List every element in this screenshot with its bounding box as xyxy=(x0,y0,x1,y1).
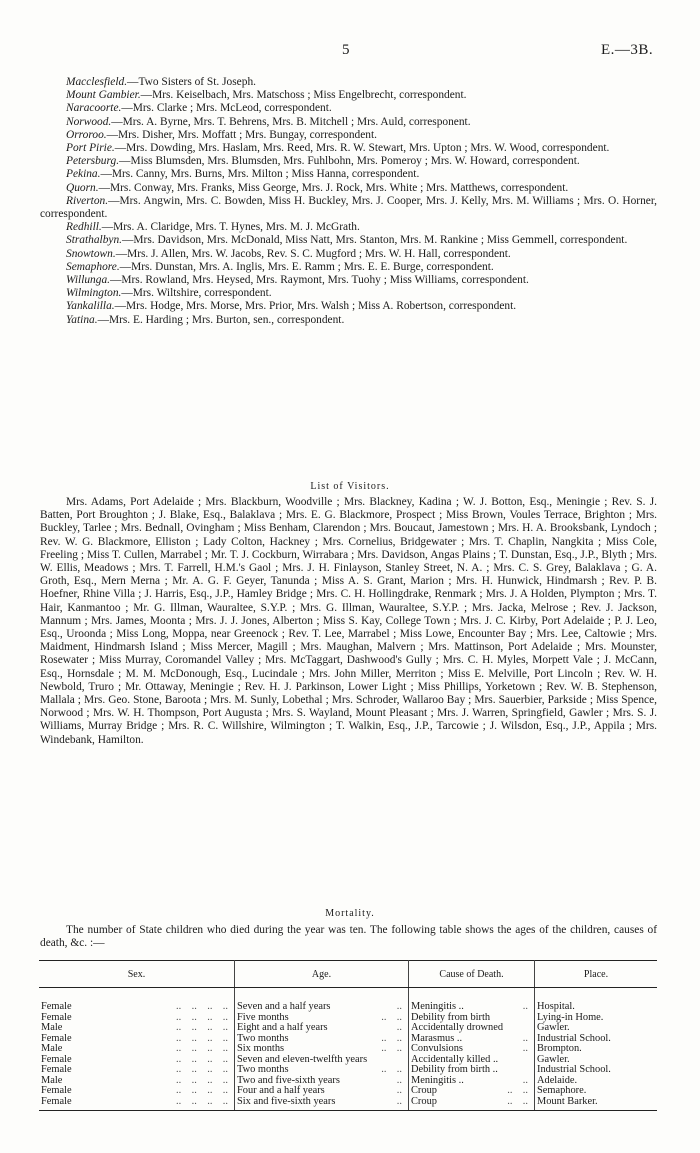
place-name: Port Pirie. xyxy=(66,142,115,155)
place-name: Orroroo. xyxy=(66,128,107,141)
place-name: Wilmington. xyxy=(66,287,122,300)
correspondents-list xyxy=(40,76,657,327)
cell-age: Two months .. .. xyxy=(235,1065,409,1076)
cell-cause: Marasmus .. .. xyxy=(409,1034,535,1045)
cell-place: Gawler. xyxy=(537,1053,570,1065)
entry-text: —Mrs. Clarke ; Mrs. McLeod, correspondent. xyxy=(121,102,332,115)
visitors-list xyxy=(40,496,657,747)
cell-place: Adelaide. xyxy=(537,1074,578,1086)
place-name: Pekina. xyxy=(66,168,101,181)
cell-place: Semaphore. xyxy=(537,1085,587,1096)
cell-age: Four and a half years .. xyxy=(235,1086,409,1097)
place-name: Semaphore. xyxy=(66,260,120,273)
table-row xyxy=(39,1023,657,1034)
page-header xyxy=(0,42,700,62)
cell-age: Seven and a half years .. xyxy=(235,988,409,1013)
place-name: Mount Gambier. xyxy=(66,89,141,102)
cell-place: Industrial School. xyxy=(537,1064,611,1075)
cell-age: Six months .. .. xyxy=(235,1044,409,1055)
correspondent-entry xyxy=(40,287,657,300)
mortality-intro xyxy=(40,924,657,950)
correspondent-entry xyxy=(40,221,657,234)
entry-text: —Mrs. Rowland, Mrs. Heysed, Mrs. Raymont, Mrs. Tuohy ; Miss Williams, correspondent. xyxy=(109,274,529,287)
table-row xyxy=(39,1044,657,1055)
visitors-paragraph: Mrs. Adams, Port Adelaide ; Mrs. Blackburn, Woodville ; Mrs. Blackney, Kadina ; W. J. Botton, Esq., Meningie ; Rev. S. J. Batten, Port Broughton ; J. Blake, Esq., Balaklava ; Mrs. E. G. Blackmore, Prospect ; Miss Brown, Voules Terrace, Brighton ; Mrs. Buckley, Tarlee ; Mrs. Bednall, Ovingham ; Miss Benham, Clarendon ; Mrs. Boucaut, Jamestown ; Mrs. H. A. Brooksbank, Lyndoch ; Rev. W. G. Blackmore, Elliston ; Lady Colton, Hackney ; Mrs. Cornelius, Bridgewater ; Mrs. T. Chaplin, Nangkita ; Miss Cole, Freeling ; Miss T. Cullen, Marrabel ; Mr. T. J. Cockburn, Wirrabara ; Mrs. Davidson, Angas Plains ; T. Dunstan, Esq., J.P., Blyth ; Mrs. W. Ellis, Meadows ; Mrs. T. Farrell, H.M.'s Gaol ; Mrs. J. H. Finlayson, Stanley Street, N. A. ; Mrs. C. S. Grey, Balaklava ; G. A. Groth, Esq., Mern Merna ; Mr. A. G. F. Geyer, Tanunda ; Miss A. S. Grant, Marion ; Mrs. H. Hunwick, Hindmarsh ; Rev. P. B. Hoefner, Rhine Villa ; J. Harris, Esq., J.P., Hamley Bridge ; Mrs. C. H. Hollingdrake, Renmark ; Mrs. J. A Holden, Plympton ; Mrs. T. Hair, Kanmantoo ; Mr. G. Illman, Wauraltee, S.Y.P. ; Mrs. G. Illman, Wauraltee, S.Y.P. ; Mrs. Jacka, Melrose ; Rev. J. Jackson, Mannum ; Mrs. James, Moonta ; Mrs. J. J. Jones, Alberton ; Miss S. Kay, College Town ; Mrs. J. C. Kirby, Port Adelaide ; P. J. Leo, Esq., Uroonda ; Miss Long, Moppa, near Greenock ; Rev. T. Lee, Marrabel ; Miss Lowe, Encounter Bay ; Mrs. Lee, Caltowie ; Mrs. Maidment, Hindmarsh Island ; Miss Mercer, Magill ; Mrs. Maughan, Malvern ; Mrs. Mattinson, Port Adelaide ; Mrs. Mounster, Rosewater ; Miss Murray, Coromandel Valley ; Mrs. McTaggart, Dashwood's Gully ; Mrs. C. H. Myles, Morpett Vale ; J. McCann, Esq., Hornsdale ; M. M. McDonough, Esq., Lucindale ; Mrs. John Miller, Merriton ; Miss E. Melville, Port Lincoln ; Rev. W. H. Newbold, Truro ; Mr. Ottaway, Meningie ; Rev. H. J. Parkinson, Lower Light ; Miss Phillips, Yorketown ; Rev. W. B. Stephenson, Mallala ; Mrs. Geo. Stone, Baroota ; Mrs. M. Sunly, Lobethal ; Mrs. Schroder, Wallaroo Bay ; Mrs. Sauerbier, Parkside ; Miss Spence, Norwood ; Mrs. W. H. Thompson, Port Augusta ; Mrs. S. Wayland, Mount Pleasant ; Mrs. J. Warren, Springfield, Gawler ; Mrs. S. J. Williams, Murray Bridge ; Mrs. R. C. Willshire, Wilmington ; T. Walkin, Esq., J.P., Tarcowie ; J. Wilsdon, Esq., J.P., Appila ; Mrs. Windebank, Hamilton. xyxy=(40,496,657,746)
cell-age: Two months .. .. xyxy=(235,1034,409,1045)
cell-cause: Meningitis .. .. xyxy=(409,1076,535,1087)
correspondent-entry xyxy=(40,300,657,313)
place-name: Snowtown. xyxy=(66,247,116,260)
entry-text: —Mrs. Angwin, Mrs. C. Bowden, Miss H. Buckley, Mrs. J. Cooper, Mrs. J. Kelly, Mrs. M. Williams ; Mrs. O. Horner, correspondent. xyxy=(40,194,657,221)
mortality-heading: Mortality. xyxy=(325,908,375,919)
entry-text: —Mrs. Wiltshire, correspondent. xyxy=(121,287,272,300)
place-name: Riverton. xyxy=(66,194,109,207)
place-name: Strathalbyn. xyxy=(66,234,123,247)
entry-text: —Mrs. Disher, Mrs. Moffatt ; Mrs. Bungay, correspondent. xyxy=(106,128,377,141)
entry-text: —Mrs. Keiselbach, Mrs. Matschoss ; Miss Engelbrecht, correspondent. xyxy=(140,89,467,102)
cell-place: Lying-in Home. xyxy=(537,1011,604,1023)
column-header-place: Place. xyxy=(535,961,658,988)
cell-cause: Meningitis .. .. xyxy=(409,988,535,1013)
entry-text: —Two Sisters of St. Joseph. xyxy=(127,76,256,88)
page-number: 5 xyxy=(342,42,350,58)
cell-cause: Convulsions .. xyxy=(409,1044,535,1055)
cell-place: Hospital. xyxy=(537,1001,575,1012)
correspondent-entry xyxy=(40,261,657,274)
cell-sex: Female .. .. .. .. xyxy=(39,1013,235,1024)
place-name: Quorn. xyxy=(66,181,99,194)
visitors-heading: List of Visitors. xyxy=(310,481,390,492)
table-row xyxy=(39,1097,657,1111)
cell-age: Seven and eleven-twelfth years xyxy=(235,1055,409,1066)
place-name: Willunga. xyxy=(66,274,110,287)
place-name: Petersburg. xyxy=(66,155,120,168)
cell-sex: Male .. .. .. .. xyxy=(39,1076,235,1087)
correspondent-entry xyxy=(40,248,657,261)
place-name: Yatina. xyxy=(66,313,98,326)
cell-cause: Debility from birth xyxy=(409,1013,535,1024)
entry-text: —Mrs. Hodge, Mrs. Morse, Mrs. Prior, Mrs. Walsh ; Miss A. Robertson, correspondent. xyxy=(114,300,517,313)
column-header-age: Age. xyxy=(235,961,409,988)
entry-text: —Mrs. A. Byrne, Mrs. T. Behrens, Mrs. B. Mitchell ; Mrs. Auld, corresponent. xyxy=(111,115,471,128)
cell-place: Mount Barker. xyxy=(535,1097,658,1111)
correspondent-entry xyxy=(40,314,657,327)
correspondent-entry xyxy=(40,129,657,142)
cell-sex: Male .. .. .. .. xyxy=(39,1044,235,1055)
correspondent-entry xyxy=(40,89,657,102)
cell-age: Two and five-sixth years .. xyxy=(235,1076,409,1087)
cell-sex: Male .. .. .. .. xyxy=(39,1023,235,1034)
cell-sex: Female .. .. .. .. xyxy=(39,1055,235,1066)
column-header-cause: Cause of Death. xyxy=(409,961,535,988)
cell-age: Six and five-sixth years .. xyxy=(235,1097,409,1111)
place-name: Naracoorte. xyxy=(66,102,122,115)
column-header-sex: Sex. xyxy=(39,961,235,988)
entry-text: —Mrs. Dunstan, Mrs. A. Inglis, Mrs. E. Ramm ; Mrs. E. E. Burge, correspondent. xyxy=(119,260,494,273)
correspondent-entry xyxy=(40,234,657,247)
cell-place: Gawler. xyxy=(537,1022,570,1033)
cell-sex: Female .. .. .. .. xyxy=(39,1065,235,1076)
correspondent-entry xyxy=(40,155,657,168)
entry-text: —Mrs. Conway, Mrs. Franks, Miss George, Mrs. J. Rock, Mrs. White ; Mrs. Matthews, correspondent. xyxy=(98,181,569,194)
correspondent-entry xyxy=(40,195,657,221)
entry-text: —Mrs. Davidson, Mrs. McDonald, Miss Natt, Mrs. Stanton, Mrs. M. Rankine ; Miss Gemmell, correspondent. xyxy=(122,234,628,247)
cell-cause: Croup .. .. xyxy=(409,1097,535,1111)
correspondent-entry xyxy=(40,274,657,287)
cell-sex: Female .. .. .. .. xyxy=(39,1034,235,1045)
mortality-intro-text: The number of State children who died during the year was ten. The following table shows the ages of the children, causes of death, &c. :— xyxy=(40,924,657,950)
cell-age: Five months .. .. xyxy=(235,1013,409,1024)
place-name: Yankalilla. xyxy=(66,300,115,313)
table-row xyxy=(39,1086,657,1097)
cell-age: Eight and a half years .. xyxy=(235,1023,409,1034)
correspondent-entry xyxy=(40,116,657,129)
cell-place: Brompton. xyxy=(537,1043,582,1054)
correspondent-entry xyxy=(40,168,657,181)
entry-text: —Mrs. J. Allen, Mrs. W. Jacobs, Rev. S. C. Mugford ; Mrs. W. H. Hall, correspondent. xyxy=(115,247,511,260)
place-name: Redhill. xyxy=(66,221,102,234)
cell-sex: Female .. .. .. .. xyxy=(39,1086,235,1097)
table-header-row xyxy=(39,961,657,988)
cell-cause: Debility from birth .. xyxy=(409,1065,535,1076)
cell-place: Industrial School. xyxy=(537,1032,611,1044)
entry-text: —Mrs. E. Harding ; Mrs. Burton, sen., correspondent. xyxy=(97,313,345,326)
mortality-table xyxy=(39,960,657,1111)
correspondent-entry xyxy=(40,182,657,195)
place-name: Macclesfield. xyxy=(66,76,128,88)
cell-sex: Female .. .. .. .. xyxy=(39,1097,235,1111)
table-row xyxy=(39,1065,657,1076)
cell-cause: Accidentally drowned xyxy=(409,1023,535,1034)
entry-text: —Mrs. Dowding, Mrs. Haslam, Mrs. Reed, Mrs. R. W. Stewart, Mrs. Upton ; Mrs. W. Wood, correspondent. xyxy=(114,142,610,155)
document-reference: E.—3B. xyxy=(601,42,654,58)
correspondent-entry xyxy=(40,142,657,155)
cell-cause: Accidentally killed .. xyxy=(409,1055,535,1066)
entry-text: —Mrs. A. Claridge, Mrs. T. Hynes, Mrs. M. J. McGrath. xyxy=(101,221,360,234)
table-row xyxy=(39,988,657,1013)
correspondent-entry xyxy=(40,76,657,89)
cell-cause: Croup .. .. xyxy=(409,1086,535,1097)
place-name: Norwood. xyxy=(66,115,112,128)
entry-text: —Mrs. Canny, Mrs. Burns, Mrs. Milton ; Miss Hanna, correspondent. xyxy=(100,168,420,181)
correspondent-entry xyxy=(40,102,657,115)
cell-sex: Female .. .. .. .. xyxy=(39,988,235,1013)
entry-text: —Miss Blumsden, Mrs. Blumsden, Mrs. Fuhlbohn, Mrs. Pomeroy ; Mrs. W. Howard, correspondent. xyxy=(119,155,580,168)
